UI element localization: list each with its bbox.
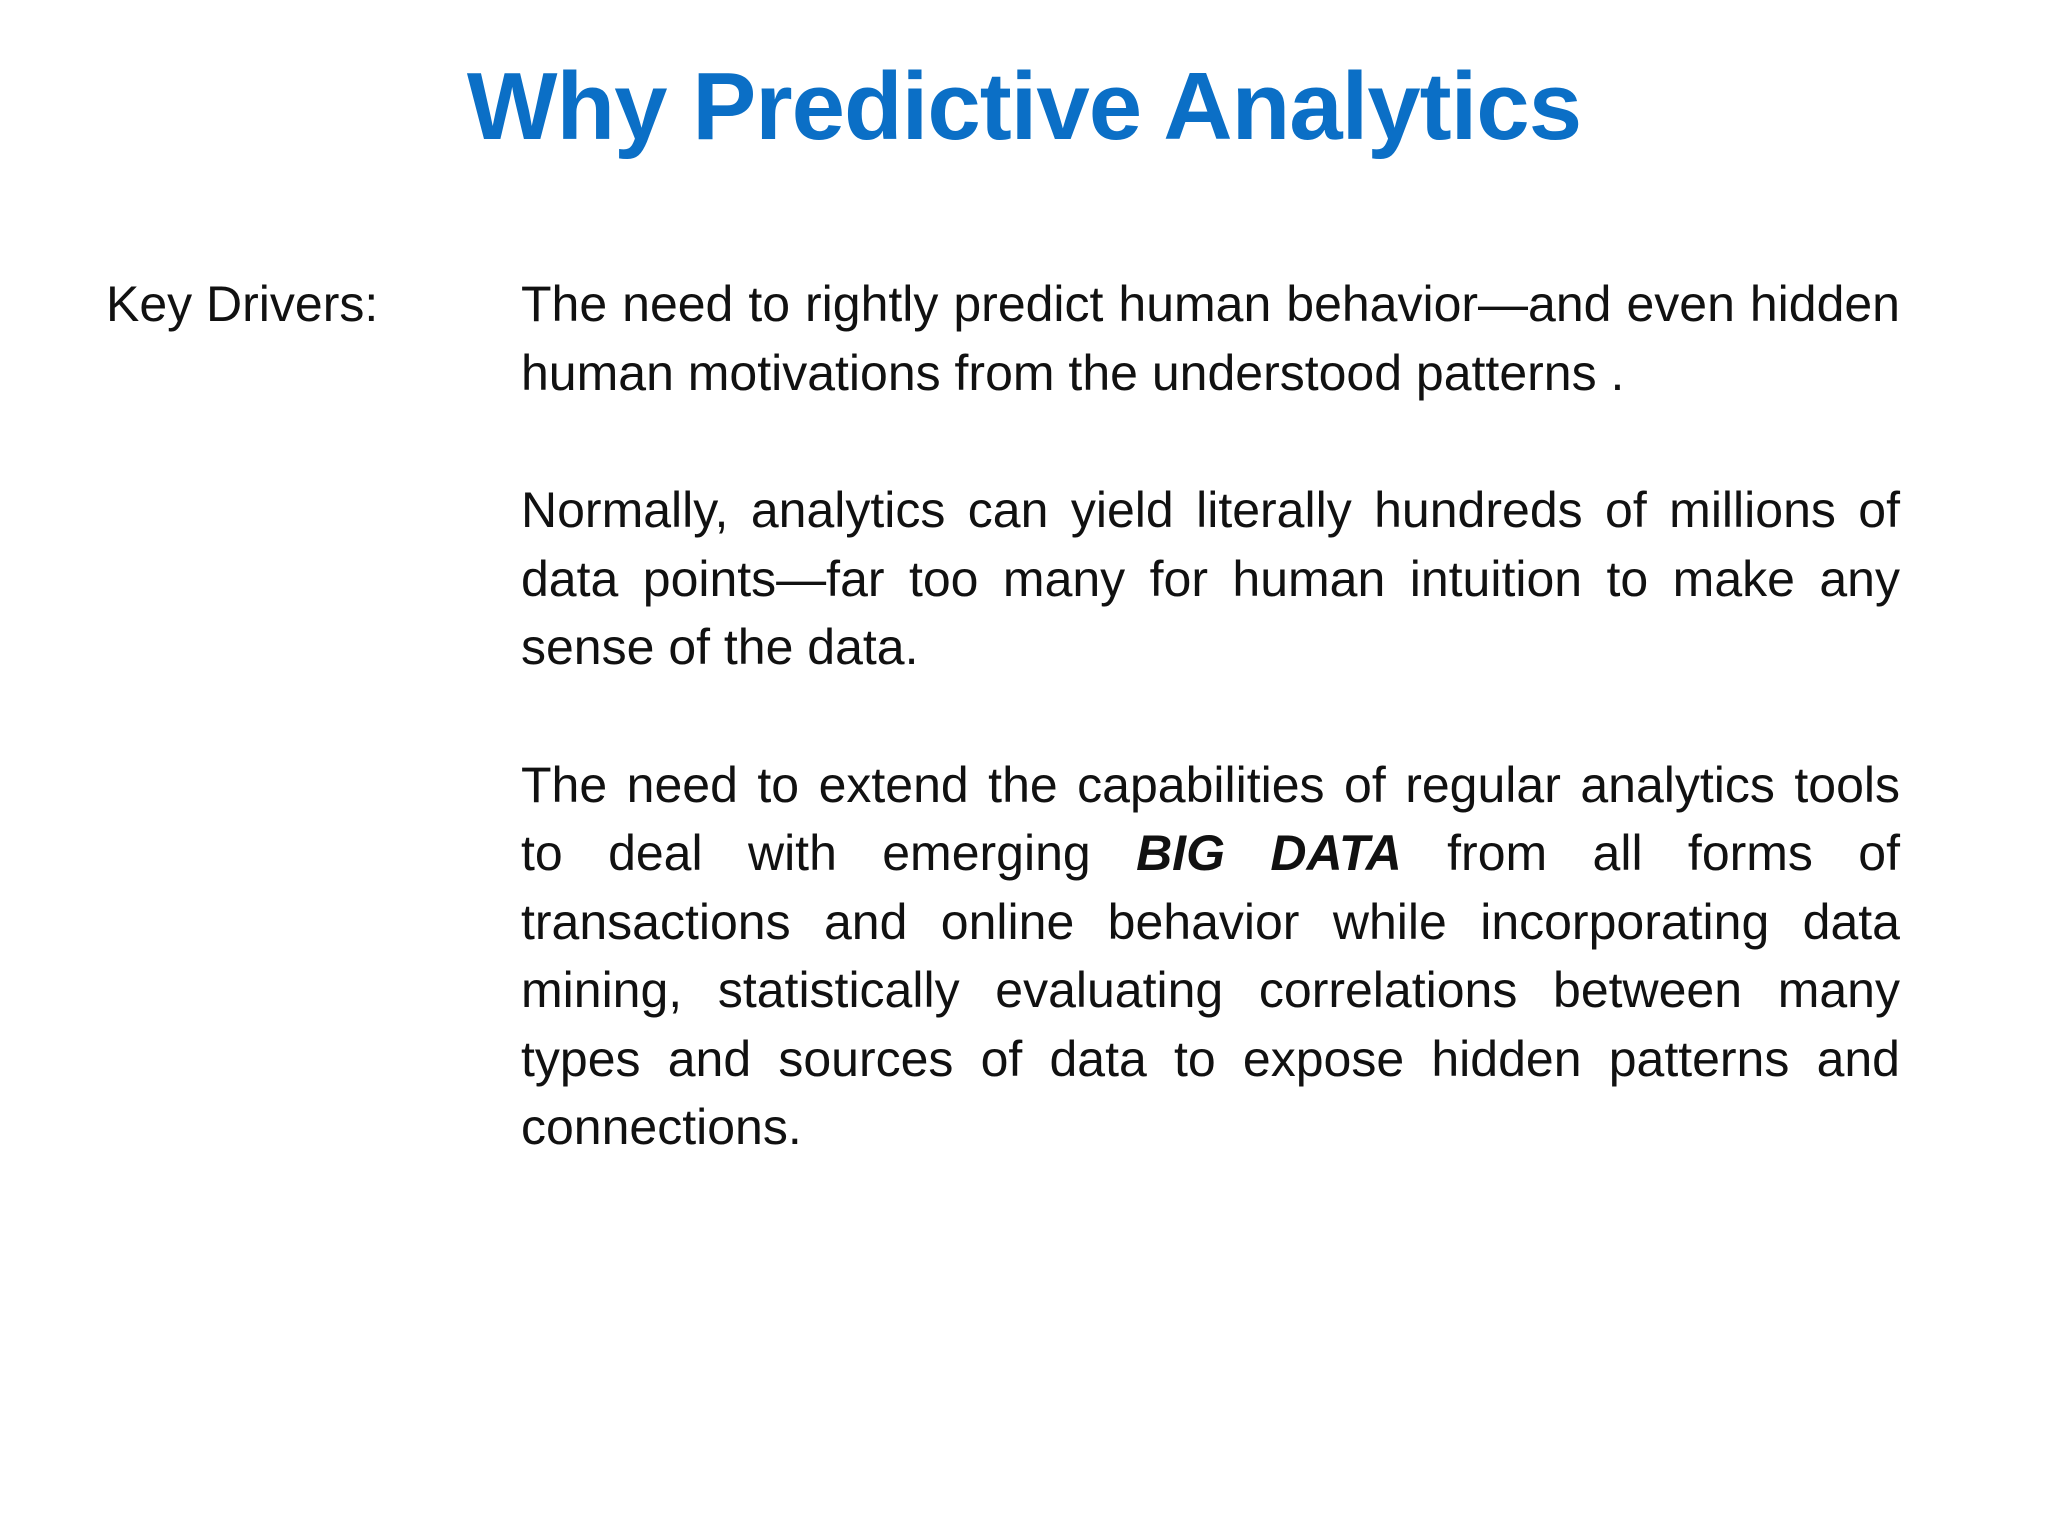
paragraph-big-data-rest: from all forms of transactions and online behavior while incorporating data mining, statistically evaluating correlations between many types and sources of data to expose hidden patterns and connections.	[521, 825, 1900, 1155]
paragraph-big-data	[521, 751, 1900, 1162]
content-body	[521, 270, 1900, 1231]
slide-title: Why Predictive Analytics	[466, 53, 1582, 160]
key-drivers-label: Key Drivers:	[106, 276, 379, 332]
paragraph-data-points: Normally, analytics can yield literally hundreds of millions of data points—far too many for human intuition to make any sense of the data.	[521, 482, 1900, 675]
paragraph-big-data-intro: The need to extend the capabilities of regular analytics tools to deal with emerging	[521, 756, 1900, 881]
paragraph-human-behavior: The need to rightly predict human behavior—and even hidden human motivations from the understood patterns .	[521, 276, 1900, 401]
big-data-emphasis: BIG DATA	[1136, 825, 1402, 881]
